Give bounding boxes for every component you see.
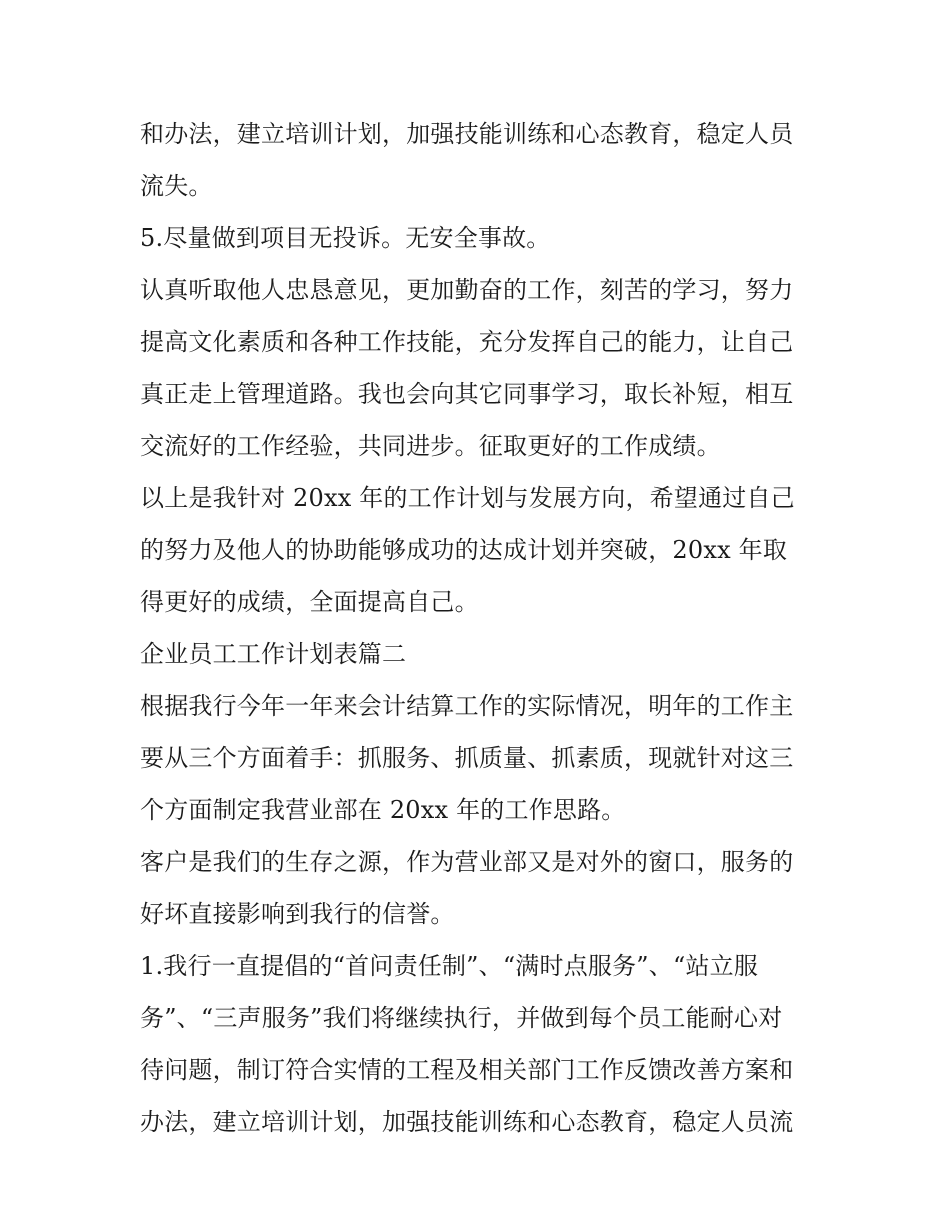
body-line: 和办法，建立培训计划，加强技能训练和心态教育，稳定人员	[140, 120, 794, 148]
body-line: 流失。	[140, 172, 213, 200]
body-line: 的努力及他人的协助能够成功的达成计划并突破，20xx 年取	[140, 536, 788, 564]
body-line: 务”、“三声服务”我们将继续执行，并做到每个员工能耐心对	[140, 1004, 783, 1032]
body-line: 办法，建立培训计划，加强技能训练和心态教育，稳定人员流	[140, 1108, 794, 1136]
body-line: 以上是我针对 20xx 年的工作计划与发展方向，希望通过自己	[140, 484, 795, 512]
body-line: 要从三个方面着手：抓服务、抓质量、抓素质，现就针对这三	[140, 744, 794, 772]
list-item-1: 1.我行一直提倡的“首问责任制”、“满时点服务”、“站立服	[140, 952, 759, 980]
body-line: 根据我行今年一年来会计结算工作的实际情况，明年的工作主	[140, 692, 794, 720]
list-item-5: 5.尽量做到项目无投诉。无安全事故。	[140, 224, 551, 252]
body-line: 客户是我们的生存之源，作为营业部又是对外的窗口，服务的	[140, 848, 794, 876]
body-line: 交流好的工作经验，共同进步。征取更好的工作成绩。	[140, 432, 721, 460]
document-body	[140, 108, 820, 1148]
body-line: 好坏直接影响到我行的信誉。	[140, 900, 455, 928]
body-line: 得更好的成绩，全面提高自己。	[140, 588, 479, 616]
body-line: 个方面制定我营业部在 20xx 年的工作思路。	[140, 796, 626, 824]
section-heading: 企业员工工作计划表篇二	[140, 640, 407, 668]
body-line: 真正走上管理道路。我也会向其它同事学习，取长补短，相互	[140, 380, 794, 408]
body-line: 待问题，制订符合实情的工程及相关部门工作反馈改善方案和	[140, 1056, 794, 1084]
body-line: 提高文化素质和各种工作技能，充分发挥自己的能力，让自己	[140, 328, 794, 356]
body-line: 认真听取他人忠恳意见，更加勤奋的工作，刻苦的学习，努力	[140, 276, 794, 304]
